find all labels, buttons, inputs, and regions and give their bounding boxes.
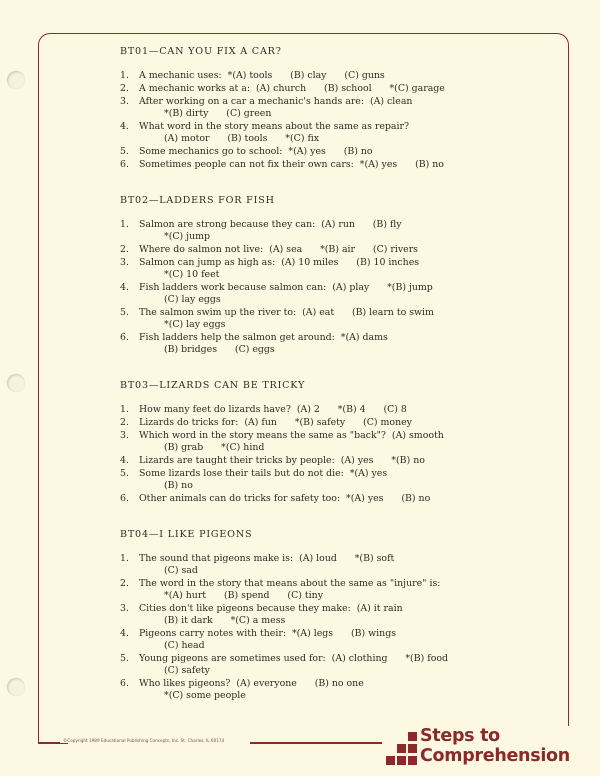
question-item bbox=[120, 455, 560, 467]
question-number: 3. bbox=[120, 430, 129, 441]
question-text: Fish ladders help the salmon get around: *(A) dams bbox=[139, 332, 388, 343]
logo-line-2: Comprehension bbox=[420, 746, 570, 766]
question-number: 2. bbox=[120, 578, 129, 589]
question-text: Some mechanics go to school: *(A) yes (B) no bbox=[139, 146, 373, 157]
copyright-notice: ©Copyright 1989 Educational Publishing Concepts, Inc. St. Charles, IL 60174 bbox=[60, 738, 227, 743]
question-item bbox=[120, 404, 560, 416]
question-text: The word in the story that means about the same as "injure" is: bbox=[139, 578, 441, 589]
section-title: BT03—LIZARDS CAN BE TRICKY bbox=[120, 380, 306, 391]
question-text: A mechanic uses: *(A) tools (B) clay (C) guns bbox=[139, 70, 385, 81]
question-item bbox=[120, 332, 560, 356]
section-title: BT02—LADDERS FOR FISH bbox=[120, 195, 275, 206]
question-text: The salmon swim up the river to: (A) eat (B) learn to swim bbox=[139, 307, 434, 318]
answer-options-continued: *(A) hurt (B) spend (C) tiny bbox=[164, 590, 323, 601]
question-text: What word in the story means about the same as repair? bbox=[139, 121, 410, 132]
question-text: After working on a car a mechanic's hands are: (A) clean bbox=[139, 96, 413, 107]
question-text: Where do salmon not live: (A) sea *(B) air (C) rivers bbox=[139, 244, 418, 255]
question-number: 4. bbox=[120, 628, 129, 639]
question-items bbox=[120, 404, 560, 505]
question-item bbox=[120, 468, 560, 492]
answer-options-continued: (B) no bbox=[164, 480, 193, 491]
question-text: Other animals can do tricks for safety too: *(A) yes (B) no bbox=[139, 493, 431, 504]
quiz-section bbox=[120, 380, 560, 505]
question-number: 6. bbox=[120, 678, 129, 689]
steps-to-comprehension-logo bbox=[382, 726, 572, 772]
question-item bbox=[120, 282, 560, 306]
section-title: BT01—CAN YOU FIX A CAR? bbox=[120, 46, 282, 57]
question-items bbox=[120, 70, 560, 171]
logo-line-1: Steps to bbox=[420, 726, 500, 746]
question-number: 1. bbox=[120, 70, 129, 81]
quiz-section bbox=[120, 46, 560, 171]
question-text: Lizards are taught their tricks by people: (A) yes *(B) no bbox=[139, 455, 425, 466]
question-number: 3. bbox=[120, 257, 129, 268]
question-number: 6. bbox=[120, 493, 129, 504]
question-text: Fish ladders work because salmon can: (A) play *(B) jump bbox=[139, 282, 433, 293]
question-number: 1. bbox=[120, 219, 129, 230]
section-title: BT04—I LIKE PIGEONS bbox=[120, 529, 253, 540]
question-number: 2. bbox=[120, 417, 129, 428]
question-number: 5. bbox=[120, 307, 129, 318]
question-item bbox=[120, 83, 560, 95]
question-number: 2. bbox=[120, 244, 129, 255]
answer-options-continued: (C) safety bbox=[164, 665, 210, 676]
question-number: 5. bbox=[120, 653, 129, 664]
answer-options-continued: *(C) 10 feet bbox=[164, 269, 220, 280]
question-text: Pigeons carry notes with their: *(A) legs (B) wings bbox=[139, 628, 397, 639]
question-item bbox=[120, 146, 560, 158]
binder-hole-middle bbox=[7, 374, 25, 392]
question-item bbox=[120, 430, 560, 454]
question-number: 5. bbox=[120, 146, 129, 157]
question-item bbox=[120, 417, 560, 429]
question-number: 5. bbox=[120, 468, 129, 479]
logo-wordmark bbox=[420, 726, 570, 766]
answer-options-continued: (B) grab *(C) hind bbox=[164, 442, 265, 453]
answer-options-continued: (C) head bbox=[164, 640, 205, 651]
quiz-section bbox=[120, 529, 560, 702]
question-list bbox=[120, 46, 560, 726]
question-text: A mechanic works at a: (A) church (B) school *(C) garage bbox=[139, 83, 445, 94]
question-number: 4. bbox=[120, 455, 129, 466]
question-item bbox=[120, 603, 560, 627]
answer-options-continued: *(C) jump bbox=[164, 231, 210, 242]
question-item bbox=[120, 307, 560, 331]
question-text: Salmon can jump as high as: (A) 10 miles (B) 10 inches bbox=[139, 257, 420, 268]
answer-options-continued: *(C) lay eggs bbox=[164, 319, 226, 330]
question-text: How many feet do lizards have? (A) 2 *(B) 4 (C) 8 bbox=[139, 404, 407, 415]
question-text: Which word in the story means the same as "back"? (A) smooth bbox=[139, 430, 444, 441]
binder-hole-top bbox=[7, 71, 25, 89]
question-number: 4. bbox=[120, 282, 129, 293]
stairs-logo-icon bbox=[382, 732, 418, 766]
question-item bbox=[120, 578, 560, 602]
question-item bbox=[120, 678, 560, 702]
question-items bbox=[120, 553, 560, 702]
question-number: 3. bbox=[120, 96, 129, 107]
question-item bbox=[120, 121, 560, 145]
binder-hole-bottom bbox=[7, 678, 25, 696]
question-item bbox=[120, 70, 560, 82]
answer-options-continued: (A) motor (B) tools *(C) fix bbox=[164, 133, 319, 144]
footer-rule-right bbox=[250, 742, 384, 744]
question-number: 2. bbox=[120, 83, 129, 94]
question-text: Cities don't like pigeons because they make: (A) it rain bbox=[139, 603, 403, 614]
answer-options-continued: (C) lay eggs bbox=[164, 294, 221, 305]
question-item bbox=[120, 219, 560, 243]
question-number: 1. bbox=[120, 404, 129, 415]
question-number: 6. bbox=[120, 159, 129, 170]
question-item bbox=[120, 493, 560, 505]
question-number: 4. bbox=[120, 121, 129, 132]
question-text: Salmon are strong because they can: (A) run (B) fly bbox=[139, 219, 402, 230]
question-text: Sometimes people can not fix their own cars: *(A) yes (B) no bbox=[139, 159, 444, 170]
question-items bbox=[120, 219, 560, 356]
answer-options-continued: (C) sad bbox=[164, 565, 198, 576]
answer-options-continued: *(B) dirty (C) green bbox=[164, 108, 272, 119]
question-text: Some lizards lose their tails but do not die: *(A) yes bbox=[139, 468, 388, 479]
quiz-section bbox=[120, 195, 560, 356]
question-item bbox=[120, 257, 560, 281]
question-item bbox=[120, 653, 560, 677]
question-item bbox=[120, 553, 560, 577]
answer-options-continued: (B) it dark *(C) a mess bbox=[164, 615, 286, 626]
question-number: 6. bbox=[120, 332, 129, 343]
question-item bbox=[120, 96, 560, 120]
answer-options-continued: (B) bridges (C) eggs bbox=[164, 344, 275, 355]
question-item bbox=[120, 244, 560, 256]
answer-options-continued: *(C) some people bbox=[164, 690, 246, 701]
question-text: Who likes pigeons? (A) everyone (B) no one bbox=[139, 678, 364, 689]
question-item bbox=[120, 159, 560, 171]
question-number: 3. bbox=[120, 603, 129, 614]
question-item bbox=[120, 628, 560, 652]
question-text: Lizards do tricks for: (A) fun *(B) safety (C) money bbox=[139, 417, 412, 428]
question-text: The sound that pigeons make is: (A) loud *(B) soft bbox=[139, 553, 395, 564]
question-text: Young pigeons are sometimes used for: (A) clothing *(B) food bbox=[139, 653, 448, 664]
question-number: 1. bbox=[120, 553, 129, 564]
